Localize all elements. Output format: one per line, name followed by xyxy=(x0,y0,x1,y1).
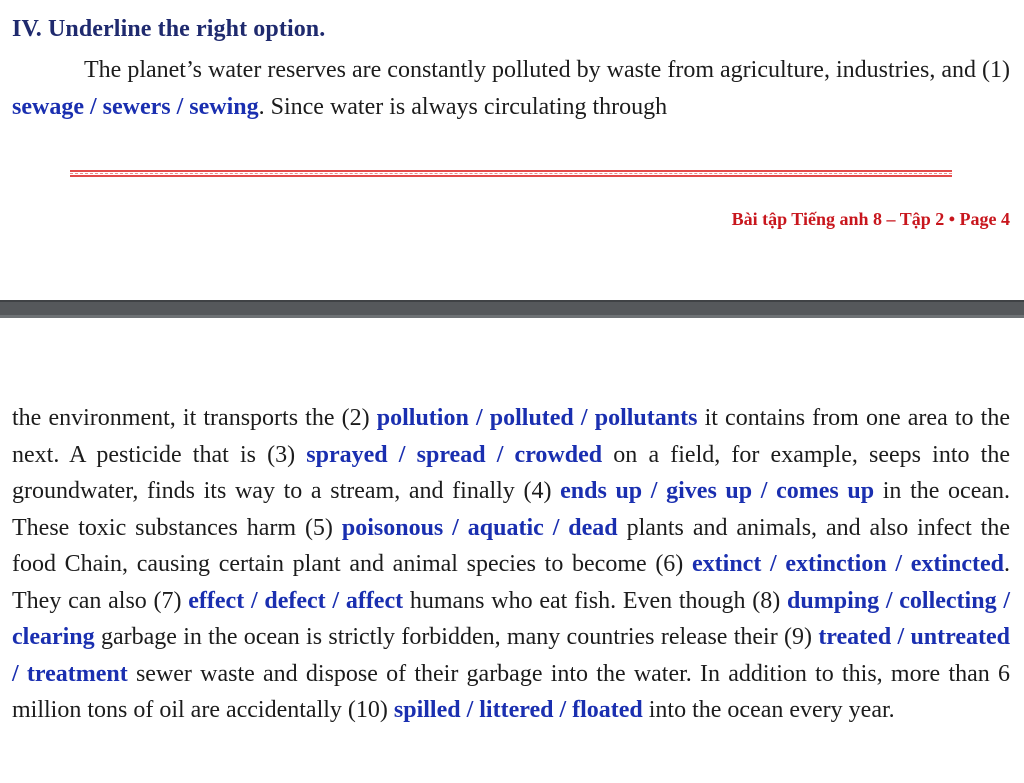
option-5[interactable]: poisonous / aquatic / dead xyxy=(341,514,618,541)
option-8[interactable]: dumping / collecting / clearing xyxy=(12,587,1010,650)
text: sewer waste and dispose of their garbage into the water. In addition to this, more than 6 million tons of oil are accidentally (10) xyxy=(12,660,1010,723)
document-page-top xyxy=(0,0,1024,300)
text: The planet’s water reserves are constantly polluted by waste from agriculture, industries, and (1) xyxy=(84,57,1010,83)
text: it contains from one area to the next. A pesticide that is (3) xyxy=(12,405,1010,468)
footer-divider xyxy=(70,170,952,177)
section-heading: IV. Underline the right option. xyxy=(12,16,326,42)
option-3[interactable]: sprayed / spread / crowded xyxy=(306,441,603,468)
page-footer: Bài tập Tiếng anh 8 – Tập 2 • Page 4 xyxy=(731,209,1010,229)
option-4[interactable]: ends up / gives up / comes up xyxy=(560,478,875,504)
text: in the ocean. These toxic substances harm (5) xyxy=(12,478,1010,541)
text: into the ocean every year. xyxy=(642,697,895,723)
text: humans who eat fish. Even though (8) xyxy=(403,587,788,614)
document-page-bottom xyxy=(0,318,1024,783)
option-1[interactable]: sewage / sewers / sewing xyxy=(12,93,259,120)
text: . They can also (7) xyxy=(12,551,1011,614)
text: . Since water is always circulating through xyxy=(258,93,668,120)
option-7[interactable]: effect / defect / affect xyxy=(188,587,404,614)
option-2[interactable]: pollution / polluted / pollutants xyxy=(376,405,698,431)
text: the environment, it transports the (2) xyxy=(12,405,377,431)
text: plants and animals, and also infect the food Chain, causing certain plant and animal species to become (6) xyxy=(12,514,1010,577)
text: on a field, for example, seeps into the groundwater, finds its way to a stream, and finally (4) xyxy=(12,441,1010,504)
option-10[interactable]: spilled / littered / floated xyxy=(393,697,643,723)
paragraph-part-1 xyxy=(12,52,1010,125)
page-separator xyxy=(0,300,1024,318)
option-6[interactable]: extinct / extinction / extincted xyxy=(692,551,1005,577)
text: garbage in the ocean is strictly forbidden, many countries release their (9) xyxy=(94,624,819,650)
paragraph-part-2 xyxy=(12,400,1010,729)
option-9[interactable]: treated / untreated / treatment xyxy=(12,624,1010,687)
